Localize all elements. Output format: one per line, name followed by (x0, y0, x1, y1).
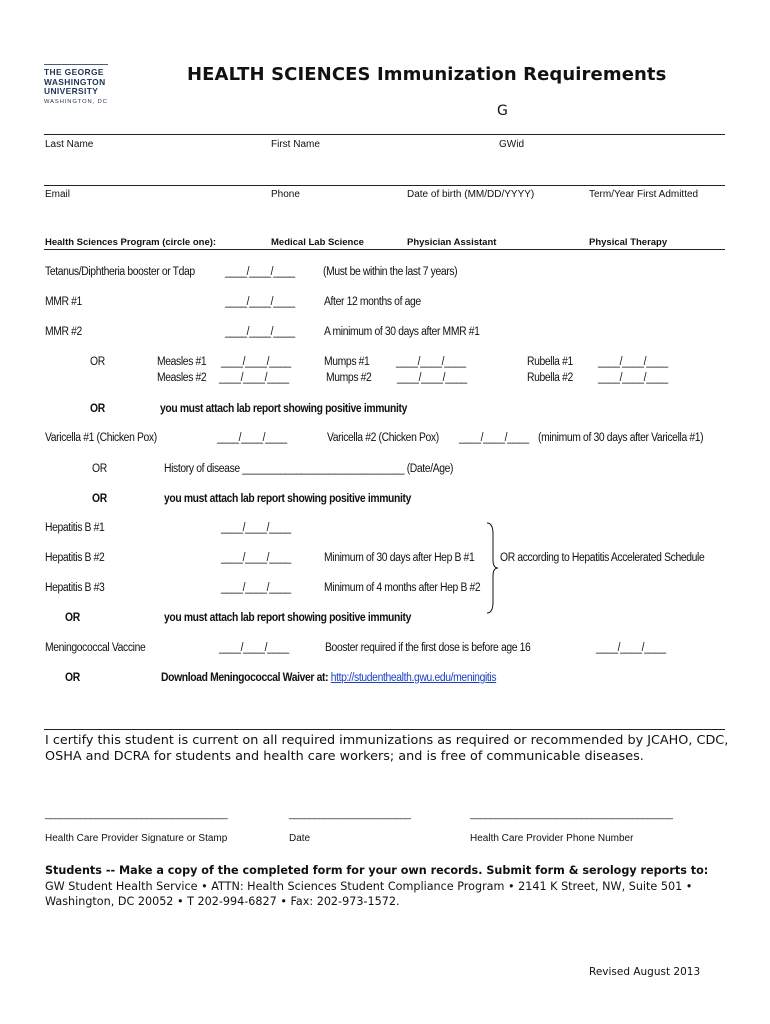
first-name-label: First Name (271, 139, 320, 150)
or-label: OR (92, 463, 107, 475)
logo-line-2: WASHINGTON (44, 76, 106, 87)
hepb3-label: Hepatitis B #3 (45, 582, 105, 594)
mmr1-note: After 12 months of age (324, 296, 421, 308)
program-physical-therapy[interactable]: Physical Therapy (589, 237, 668, 248)
accelerated-schedule-note: OR according to Hepatitis Accelerated Schedule (500, 552, 705, 564)
mmr2-date[interactable]: ____/____/____ (225, 326, 295, 338)
email-label: Email (45, 189, 71, 200)
logo-line-1: THE GEORGE (44, 67, 104, 77)
program-medical-lab[interactable]: Medical Lab Science (271, 237, 364, 248)
rubella1-label: Rubella #1 (527, 356, 573, 368)
hepb2-note: Minimum of 30 days after Hep B #1 (324, 552, 475, 564)
or-label: OR (65, 672, 80, 684)
program-label: Health Sciences Program (circle one): (45, 237, 217, 248)
or-label: OR (92, 493, 107, 505)
footer-address-1: GW Student Health Service • ATTN: Health Sciences Student Compliance Program • 2141 K Street, NW, Suite 501 • (45, 880, 693, 893)
term-label: Term/Year First Admitted (589, 189, 699, 200)
phone-field[interactable]: ________________________________________ (470, 809, 673, 820)
signature-field[interactable]: ____________________________________ (45, 809, 228, 820)
mmr1-label: MMR #1 (45, 296, 82, 308)
gwid-label: GWid (499, 139, 524, 150)
measles2-label: Measles #2 (157, 372, 207, 384)
mumps1-label: Mumps #1 (324, 356, 370, 368)
program-divider (44, 249, 725, 250)
rubella1-date[interactable]: ____/____/____ (598, 356, 668, 368)
hepb1-date[interactable]: ____/____/____ (221, 522, 291, 534)
or-label: OR (90, 403, 105, 415)
hepb1-label: Hepatitis B #1 (45, 522, 105, 534)
measles2-date[interactable]: ____/____/____ (219, 372, 289, 384)
lab-report-note: you must attach lab report showing positive immunity (164, 612, 411, 624)
hepb3-note: Minimum of 4 months after Hep B #2 (324, 582, 481, 594)
mening-date[interactable]: ____/____/____ (219, 642, 289, 654)
mumps2-label: Mumps #2 (326, 372, 372, 384)
varicella1-date[interactable]: ____/____/____ (217, 432, 287, 444)
waiver-label: Download Meningococcal Waiver at: (161, 672, 329, 684)
date-field[interactable]: ________________________ (289, 809, 411, 820)
mmr2-note: A minimum of 30 days after MMR #1 (324, 326, 480, 338)
rubella2-label: Rubella #2 (527, 372, 573, 384)
mumps2-date[interactable]: ____/____/____ (397, 372, 467, 384)
signature-label: Health Care Provider Signature or Stamp (45, 833, 228, 844)
mmr2-label: MMR #2 (45, 326, 82, 338)
revised-date: Revised August 2013 (589, 966, 701, 978)
hepb3-date[interactable]: ____/____/____ (221, 582, 291, 594)
logo-line-4: WASHINGTON, DC (44, 98, 108, 105)
footer-address-2: Washington, DC 20052 • T 202-994-6827 • Fax: 202-973-1572. (45, 895, 400, 908)
footer-instructions: Students -- Make a copy of the completed form for your own records. Submit form & serology reports to: (45, 864, 709, 877)
mmr1-date[interactable]: ____/____/____ (225, 296, 295, 308)
curly-brace-icon (484, 522, 500, 614)
date-label: Date (289, 833, 311, 844)
mumps1-date[interactable]: ____/____/____ (396, 356, 466, 368)
name-line[interactable] (44, 134, 725, 135)
hepb2-date[interactable]: ____/____/____ (221, 552, 291, 564)
varicella2-label: Varicella #2 (Chicken Pox) (327, 432, 439, 444)
g-mark: G (497, 103, 508, 119)
certify-line-1: I certify this student is current on all required immunizations as required or recommended by JCAHO, CDC, (45, 733, 729, 748)
dob-label: Date of birth (MM/DD/YYYY) (407, 189, 535, 200)
rubella2-date[interactable]: ____/____/____ (598, 372, 668, 384)
logo-line-3: UNIVERSITY (44, 86, 99, 96)
history-of-disease[interactable]: History of disease ______________________________ (Date/Age) (164, 463, 454, 475)
or-label: OR (90, 356, 105, 368)
or-label: OR (65, 612, 80, 624)
mening-label: Meningococcal Vaccine (45, 642, 146, 654)
tdap-label: Tetanus/Diphtheria booster or Tdap (45, 266, 195, 278)
program-physician-assistant[interactable]: Physician Assistant (407, 237, 497, 248)
waiver-note (161, 672, 496, 684)
provider-phone-label: Health Care Provider Phone Number (470, 833, 634, 844)
page-title: HEALTH SCIENCES Immunization Requirements (187, 64, 667, 85)
measles1-date[interactable]: ____/____/____ (221, 356, 291, 368)
tdap-date[interactable]: ____/____/____ (225, 266, 295, 278)
contact-line[interactable] (44, 185, 725, 186)
varicella2-date[interactable]: ____/____/____ (459, 432, 529, 444)
certify-divider (44, 729, 725, 730)
hepb2-label: Hepatitis B #2 (45, 552, 105, 564)
gwu-logo (44, 64, 114, 105)
lab-report-note: you must attach lab report showing positive immunity (160, 403, 407, 415)
certify-statement (45, 733, 728, 764)
mening-booster-date[interactable]: ____/____/____ (596, 642, 666, 654)
certify-line-2: OSHA and DCRA for students and health care workers; and is free of communicable diseases. (45, 748, 644, 764)
measles1-label: Measles #1 (157, 356, 207, 368)
phone-label: Phone (271, 189, 300, 200)
varicella1-label: Varicella #1 (Chicken Pox) (45, 432, 157, 444)
lab-report-note: you must attach lab report showing positive immunity (164, 493, 411, 505)
mening-note: Booster required if the first dose is before age 16 (325, 642, 531, 654)
waiver-link[interactable]: http://studenthealth.gwu.edu/meningitis (330, 672, 497, 684)
tdap-note: (Must be within the last 7 years) (323, 266, 458, 278)
varicella2-note: (minimum of 30 days after Varicella #1) (538, 432, 704, 444)
last-name-label: Last Name (45, 139, 94, 150)
